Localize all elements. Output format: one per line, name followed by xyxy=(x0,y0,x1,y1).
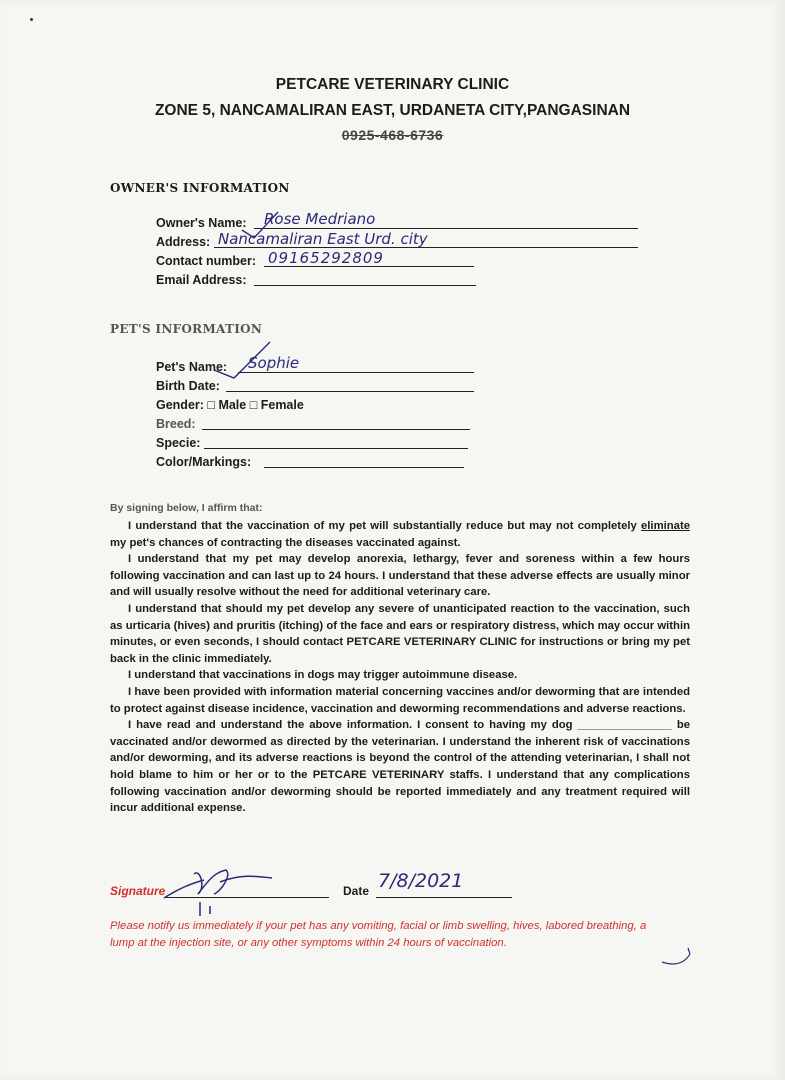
consent-p1-underlined: eliminate xyxy=(641,520,690,532)
specie-field[interactable] xyxy=(156,436,200,450)
clinic-address: ZONE 5, NANCAMALIRAN EAST, URDANETA CITY,PANGASINAN xyxy=(154,102,631,119)
date-value: 7/8/2021 xyxy=(378,870,464,892)
pen-check-mark xyxy=(212,340,272,380)
date-line[interactable] xyxy=(376,897,512,898)
gender-options[interactable]: □ Male □ Female xyxy=(207,398,304,412)
signature-label: Signature xyxy=(110,884,166,898)
consent-p6-a: I have read and understand the above information. I consent to having my dog xyxy=(128,719,578,732)
pen-check-mark-owner xyxy=(240,210,280,240)
color-markings-field[interactable] xyxy=(156,455,251,469)
breed-label: Breed: xyxy=(156,417,196,431)
owner-name-field[interactable] xyxy=(156,210,376,230)
consent-paragraph: I have been provided with information material concerning vaccines and/or deworming that are intended to protect against disease incidence, vaccination and deworming recommendations and adverse reactions. xyxy=(110,685,690,715)
owner-contact-label: Contact number: xyxy=(156,254,256,268)
breed-line xyxy=(202,429,470,430)
clinic-name: PETCARE VETERINARY CLINIC xyxy=(275,76,510,93)
owner-email-label: Email Address: xyxy=(156,273,247,287)
owner-address-field[interactable] xyxy=(156,230,428,249)
consent-paragraph: I understand that should my pet develop any severe of unanticipated reaction to the vaccination, such as urticaria (hives) and pruritis (itching) of the face and ears or respiratory distress, which may occur within minutes, or even seconds, I should contact PETCARE VETERINARY CLINIC for instructions or bring my pet back in the clinic immediately. xyxy=(110,602,690,665)
consent-p6-b: be vaccinated and/or dewormed as directed by the veterinarian. I understand the inherent risk of vaccinations and/or deworming, and its adverse reactions is beyond the control of the attending veterinarian, I shall not hold blame to him or her or to the PETCARE VETERINARY staffs. I understand that any complications following vaccination and/or deworming should be reported immediately and any treatment required will incur additional expense. xyxy=(110,719,690,815)
color-markings-line xyxy=(264,467,464,468)
affirm-intro: By signing below, I affirm that: xyxy=(110,502,263,514)
consent-text xyxy=(110,518,690,817)
consent-p1-b: my pet's chances of contracting the diseases vaccinated against. xyxy=(110,536,461,549)
owner-name-line xyxy=(254,228,638,229)
pet-name-value: Sophie xyxy=(248,354,300,372)
color-markings-label: Color/Markings: xyxy=(156,455,252,469)
pet-section-title: PET'S INFORMATION xyxy=(110,322,263,336)
birth-date-field[interactable] xyxy=(156,379,220,393)
dog-name-blank[interactable]: _______________ xyxy=(577,719,672,732)
owner-address-label: Address: xyxy=(156,235,211,249)
clinic-phone: 0925-468-6736 xyxy=(341,127,444,143)
handwritten-signature xyxy=(160,858,280,918)
owner-contact-value: 09165292809 xyxy=(268,249,384,267)
symptom-notice: Please notify us immediately if your pet has any vomiting, facial or limb swelling, hives, labored breathing, a lump at the injection site, or any other symptoms within 24 hours of vaccination. xyxy=(110,920,647,949)
date-label: Date xyxy=(343,884,370,898)
owner-name-value: Rose Medriano xyxy=(264,210,376,228)
gender-label: Gender: xyxy=(156,398,204,412)
birth-date-line xyxy=(226,391,474,392)
owner-contact-field[interactable] xyxy=(156,249,384,268)
specie-line xyxy=(204,448,468,449)
consent-paragraph xyxy=(110,717,690,817)
gender-field[interactable] xyxy=(156,398,304,412)
paper-speck xyxy=(30,18,33,21)
pen-mark xyxy=(660,944,700,968)
consent-paragraph xyxy=(110,518,690,551)
pet-name-label: Pet's Name: xyxy=(156,360,228,374)
consent-p1-a: I understand that the vaccination of my pet will substantially reduce but may not completely xyxy=(128,520,642,532)
owner-address-value: Nancamaliran East Urd. city xyxy=(218,230,428,248)
owner-section-title: OWNER'S INFORMATION xyxy=(110,181,290,195)
consent-paragraph: I understand that my pet may develop anorexia, lethargy, fever and soreness within a few hours following vaccination and can last up to 24 hours. I understand that these adverse effects are usually minor and will usually resolve without the need for additional veterinary care. xyxy=(110,553,690,599)
owner-email-line xyxy=(254,285,476,286)
consent-paragraph: I understand that vaccinations in dogs may trigger autoimmune disease. xyxy=(128,669,518,682)
owner-name-label: Owner's Name: xyxy=(156,216,247,230)
pet-name-line xyxy=(238,372,474,373)
owner-email-field[interactable] xyxy=(156,273,247,287)
birth-date-label: Birth Date: xyxy=(156,379,220,393)
specie-label: Specie: xyxy=(156,436,201,450)
breed-field[interactable] xyxy=(156,417,196,431)
